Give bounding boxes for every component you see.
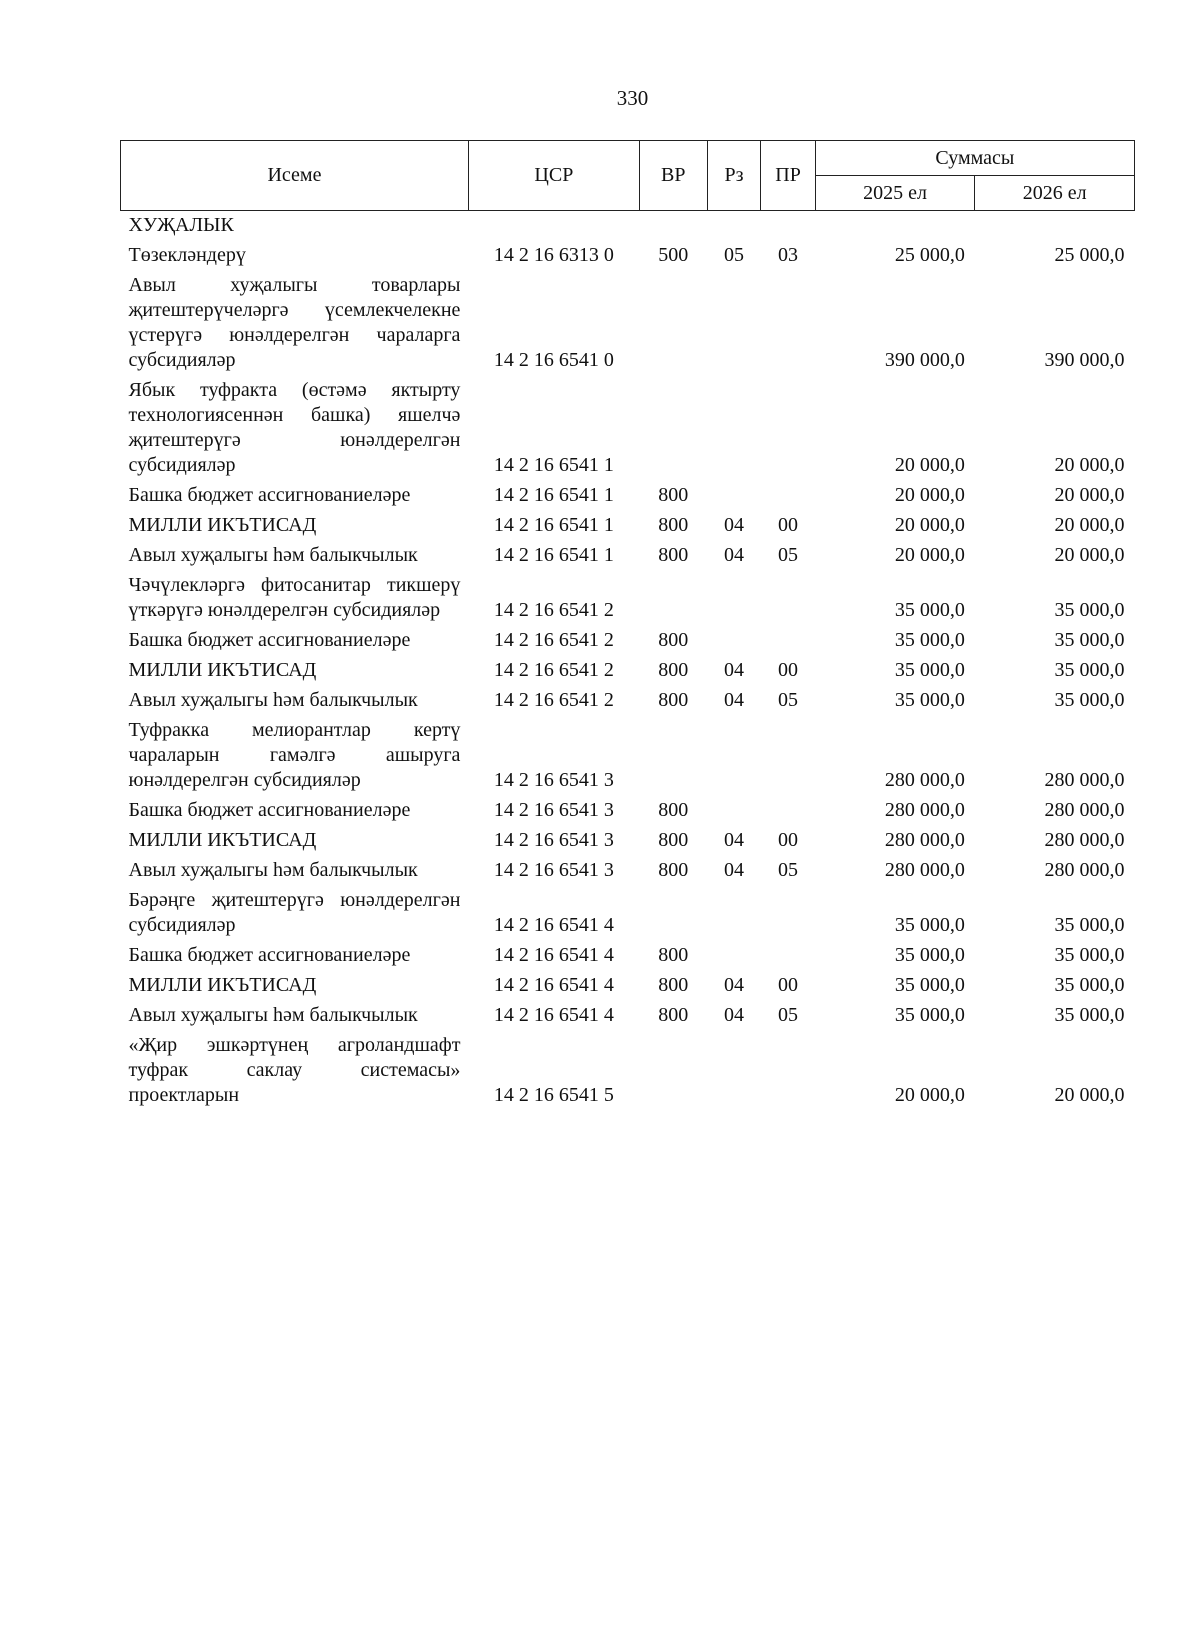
table-row — [121, 241, 1135, 271]
row-name-cell: Авыл хуҗалыгы һәм балыкчылык — [128, 689, 418, 711]
row-pr-cell — [761, 941, 816, 971]
row-csr-cell: 14 2 16 6541 2 — [493, 689, 614, 711]
row-pr-cell — [761, 271, 816, 376]
row-pr-cell: 00 — [778, 974, 799, 996]
row-rz-cell — [707, 796, 761, 826]
row-amount-2026-cell: 35 000,0 — [1054, 689, 1125, 711]
table-row — [121, 716, 1135, 796]
row-vr-cell: 800 — [658, 659, 689, 681]
row-name-cell: МИЛЛИ ИКЪТИСАД — [128, 659, 317, 681]
row-rz-cell: 04 — [724, 514, 744, 536]
row-name-cell: Башка бюджет ассигнованиеләре — [128, 799, 411, 821]
table-row — [121, 971, 1135, 1001]
column-header-csr: ЦСР — [468, 141, 639, 211]
row-name-cell: Башка бюджет ассигнованиеләре — [128, 629, 411, 651]
row-amount-2026-cell: 35 000,0 — [1054, 599, 1125, 621]
row-rz-cell — [707, 941, 761, 971]
row-vr-cell: 800 — [658, 689, 689, 711]
row-amount-2025-cell: 280 000,0 — [884, 859, 965, 881]
row-rz-cell: 04 — [724, 689, 744, 711]
row-amount-2025-cell: 20 000,0 — [894, 1084, 965, 1106]
row-csr-cell: 14 2 16 6541 3 — [493, 769, 614, 791]
row-rz-cell: 04 — [724, 829, 744, 851]
row-csr-cell: 14 2 16 6541 2 — [493, 659, 614, 681]
row-rz-cell — [707, 376, 761, 481]
row-csr-cell: 14 2 16 6541 5 — [493, 1084, 614, 1106]
row-name-cell: Башка бюджет ассигнованиеләре — [128, 484, 411, 506]
row-name-cell: ХУҖАЛЫК — [128, 214, 234, 236]
row-vr-cell — [639, 376, 707, 481]
row-amount-2025-cell — [815, 211, 975, 242]
row-pr-cell: 00 — [778, 514, 799, 536]
page-number: 330 — [616, 86, 649, 110]
row-pr-cell — [761, 886, 816, 941]
row-vr-cell: 800 — [658, 1004, 689, 1026]
row-amount-2026-cell: 20 000,0 — [1054, 514, 1125, 536]
row-name-cell: МИЛЛИ ИКЪТИСАД — [128, 974, 317, 996]
table-row — [121, 271, 1135, 376]
row-vr-cell — [639, 1031, 707, 1111]
row-vr-cell: 800 — [658, 974, 689, 996]
row-amount-2026-cell: 35 000,0 — [1054, 944, 1125, 966]
table-row — [121, 886, 1135, 941]
row-csr-cell: 14 2 16 6541 1 — [493, 454, 614, 476]
row-pr-cell: 05 — [778, 859, 799, 881]
row-pr-cell — [761, 716, 816, 796]
row-csr-cell: 14 2 16 6541 0 — [493, 349, 614, 371]
row-name-cell: МИЛЛИ ИКЪТИСАД — [128, 514, 317, 536]
row-pr-cell — [761, 796, 816, 826]
table-row — [121, 941, 1135, 971]
row-pr-cell: 05 — [778, 1004, 799, 1026]
row-csr-cell: 14 2 16 6541 4 — [493, 914, 614, 936]
column-header-2025: 2025 ел — [815, 176, 975, 211]
row-amount-2025-cell: 280 000,0 — [884, 799, 965, 821]
row-vr-cell — [639, 716, 707, 796]
row-amount-2025-cell: 35 000,0 — [894, 659, 965, 681]
table-row — [121, 541, 1135, 571]
row-rz-cell — [707, 886, 761, 941]
row-amount-2025-cell: 35 000,0 — [894, 629, 965, 651]
row-amount-2025-cell: 35 000,0 — [894, 599, 965, 621]
row-csr-cell: 14 2 16 6541 3 — [493, 799, 614, 821]
row-vr-cell: 800 — [658, 484, 689, 506]
row-vr-cell: 800 — [658, 799, 689, 821]
row-amount-2026-cell: 35 000,0 — [1054, 1004, 1125, 1026]
row-amount-2026-cell: 20 000,0 — [1054, 544, 1125, 566]
row-csr-cell: 14 2 16 6541 4 — [493, 1004, 614, 1026]
row-name-cell: Төзекләндерү — [128, 244, 246, 266]
row-pr-cell — [761, 571, 816, 626]
row-rz-cell — [707, 271, 761, 376]
row-csr-cell: 14 2 16 6541 4 — [493, 944, 614, 966]
row-amount-2025-cell: 20 000,0 — [894, 514, 965, 536]
row-csr-cell: 14 2 16 6541 1 — [493, 544, 614, 566]
row-amount-2026-cell — [975, 211, 1135, 242]
table-row — [121, 626, 1135, 656]
row-name-cell: Чәчүлекләргә фитосанитар тикшерү үткәрүгә юнәлдерелгән субсидияләр — [128, 574, 461, 621]
row-amount-2026-cell: 25 000,0 — [1054, 244, 1125, 266]
row-csr-cell: 14 2 16 6541 2 — [493, 599, 614, 621]
row-csr-cell: 14 2 16 6541 1 — [493, 484, 614, 506]
row-amount-2026-cell: 20 000,0 — [1054, 454, 1125, 476]
row-csr-cell: 14 2 16 6541 1 — [493, 514, 614, 536]
row-pr-cell — [761, 211, 816, 242]
column-header-pr: ПР — [761, 141, 816, 211]
row-amount-2025-cell: 20 000,0 — [894, 454, 965, 476]
row-name-cell: Бәрәңге җитештерүгә юнәлдерелгән субсидияләр — [128, 889, 461, 936]
row-amount-2025-cell: 35 000,0 — [894, 974, 965, 996]
row-amount-2025-cell: 390 000,0 — [884, 349, 965, 371]
row-name-cell: Башка бюджет ассигнованиеләре — [128, 944, 411, 966]
row-name-cell: Авыл хуҗалыгы товарлары җитештерүчеләргә үсемлекчелекне үстерүгә юнәлдерелгән чараларга субсидияләр — [128, 274, 461, 371]
row-name-cell: «Җир эшкәртүнең агроландшафт туфрак саклау системасы» проектларын — [128, 1034, 461, 1106]
row-pr-cell — [761, 1031, 816, 1111]
row-name-cell: Ябык туфракта (өстәмә яктырту технологиясеннән башка) яшелчә җитештерүгә юнәлдерелгән субсидияләр — [128, 379, 461, 476]
row-amount-2025-cell: 20 000,0 — [894, 484, 965, 506]
column-header-rz: Рз — [707, 141, 761, 211]
row-rz-cell — [707, 1031, 761, 1111]
row-pr-cell — [761, 626, 816, 656]
budget-table — [120, 140, 1135, 1111]
row-pr-cell: 00 — [778, 659, 799, 681]
row-rz-cell — [707, 481, 761, 511]
row-amount-2025-cell: 35 000,0 — [894, 914, 965, 936]
row-rz-cell: 04 — [724, 544, 744, 566]
row-pr-cell — [761, 481, 816, 511]
row-pr-cell — [761, 376, 816, 481]
table-row — [121, 686, 1135, 716]
row-vr-cell — [639, 211, 707, 242]
table-row — [121, 511, 1135, 541]
row-name-cell: Авыл хуҗалыгы һәм балыкчылык — [128, 1004, 418, 1026]
column-header-name: Исеме — [121, 141, 469, 211]
row-rz-cell — [707, 716, 761, 796]
row-amount-2026-cell: 280 000,0 — [1044, 769, 1125, 791]
row-amount-2026-cell: 35 000,0 — [1054, 974, 1125, 996]
row-amount-2025-cell: 280 000,0 — [884, 769, 965, 791]
column-header-2026: 2026 ел — [975, 176, 1135, 211]
row-vr-cell: 800 — [658, 829, 689, 851]
row-name-cell: Туфракка мелиорантлар кертү чараларын гамәлгә ашыруга юнәлдерелгән субсидияләр — [128, 719, 461, 791]
row-name-cell: МИЛЛИ ИКЪТИСАД — [128, 829, 317, 851]
row-pr-cell: 05 — [778, 544, 799, 566]
row-name-cell: Авыл хуҗалыгы һәм балыкчылык — [128, 859, 418, 881]
row-vr-cell — [639, 271, 707, 376]
table-row — [121, 571, 1135, 626]
row-amount-2026-cell: 35 000,0 — [1054, 914, 1125, 936]
row-csr-cell — [468, 211, 639, 242]
row-pr-cell: 03 — [778, 244, 799, 266]
row-vr-cell — [639, 886, 707, 941]
table-row — [121, 376, 1135, 481]
row-vr-cell: 800 — [658, 514, 689, 536]
row-amount-2026-cell: 35 000,0 — [1054, 629, 1125, 651]
row-name-cell: Авыл хуҗалыгы һәм балыкчылык — [128, 544, 418, 566]
column-header-vr: ВР — [639, 141, 707, 211]
row-amount-2026-cell: 280 000,0 — [1044, 829, 1125, 851]
row-amount-2026-cell: 280 000,0 — [1044, 859, 1125, 881]
row-vr-cell: 800 — [658, 859, 689, 881]
row-csr-cell: 14 2 16 6541 3 — [493, 859, 614, 881]
row-vr-cell — [639, 571, 707, 626]
row-csr-cell: 14 2 16 6313 0 — [493, 244, 614, 266]
row-amount-2026-cell: 20 000,0 — [1054, 1084, 1125, 1106]
row-rz-cell — [707, 626, 761, 656]
table-row — [121, 796, 1135, 826]
row-vr-cell: 800 — [658, 944, 689, 966]
row-rz-cell: 05 — [724, 244, 744, 266]
row-rz-cell: 04 — [724, 859, 744, 881]
row-rz-cell — [707, 571, 761, 626]
row-pr-cell: 00 — [778, 829, 799, 851]
row-amount-2025-cell: 25 000,0 — [894, 244, 965, 266]
row-amount-2025-cell: 35 000,0 — [894, 689, 965, 711]
row-rz-cell: 04 — [724, 974, 744, 996]
row-csr-cell: 14 2 16 6541 4 — [493, 974, 614, 996]
row-amount-2026-cell: 35 000,0 — [1054, 659, 1125, 681]
table-row — [121, 826, 1135, 856]
row-vr-cell: 800 — [658, 544, 689, 566]
table-row — [121, 481, 1135, 511]
row-csr-cell: 14 2 16 6541 2 — [493, 629, 614, 651]
table-row — [121, 211, 1135, 242]
table-row — [121, 1001, 1135, 1031]
column-header-sums: Суммасы — [815, 141, 1134, 176]
row-amount-2025-cell: 280 000,0 — [884, 829, 965, 851]
row-amount-2026-cell: 390 000,0 — [1044, 349, 1125, 371]
table-row — [121, 1031, 1135, 1111]
row-rz-cell — [707, 211, 761, 242]
row-amount-2026-cell: 280 000,0 — [1044, 799, 1125, 821]
row-rz-cell: 04 — [724, 1004, 744, 1026]
row-pr-cell: 05 — [778, 689, 799, 711]
table-row — [121, 856, 1135, 886]
table-body — [121, 211, 1135, 1112]
row-amount-2025-cell: 35 000,0 — [894, 944, 965, 966]
row-vr-cell: 500 — [658, 244, 689, 266]
table-row — [121, 656, 1135, 686]
row-amount-2026-cell: 20 000,0 — [1054, 484, 1125, 506]
row-vr-cell: 800 — [658, 629, 689, 651]
row-amount-2025-cell: 20 000,0 — [894, 544, 965, 566]
row-rz-cell: 04 — [724, 659, 744, 681]
row-amount-2025-cell: 35 000,0 — [894, 1004, 965, 1026]
row-csr-cell: 14 2 16 6541 3 — [493, 829, 614, 851]
